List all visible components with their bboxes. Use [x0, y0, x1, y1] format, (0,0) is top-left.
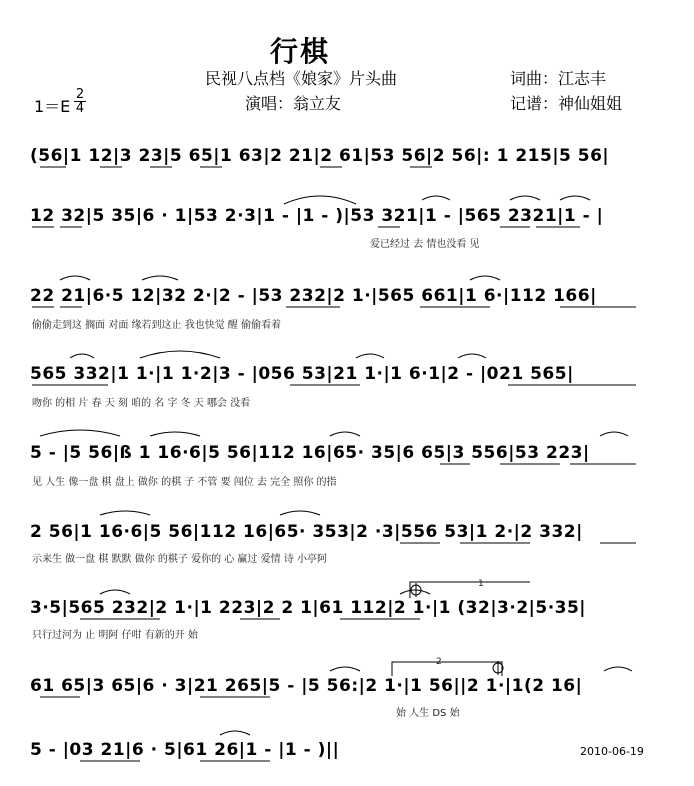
score-system-1: (56|1 12|3 23|5 65|1 63|2 21|2 61|53 56|2 56|: 1 215|5 56|: [30, 146, 610, 166]
slur-arcs: [40, 196, 632, 735]
score-system-4: 565 332|1 1·|1 1·2|3 - |056 53|21 1·|1 6·1|2 - |021 565|: [30, 364, 574, 384]
score-system-9: 5 - |03 21|6 · 5|61 26|1 - |1 - )||: [30, 740, 340, 760]
volta-second-label: 2: [436, 657, 442, 667]
lyrics-system-4: 吻你 的相 片 春 天 刻 咱的 名 字 冬 天 哪会 没看: [32, 398, 251, 409]
time-signature: [74, 88, 86, 115]
volta-brackets: [392, 582, 530, 676]
note-beams: [32, 167, 636, 761]
song-title: 行棋: [270, 35, 331, 68]
singer-credit: 演唱：翁立友: [245, 94, 342, 113]
score-system-6: 2 56|1 16·6|5 56|112 16|65· 353|2 ·3|556 53|1 2·|2 332|: [30, 522, 583, 542]
lyrics-system-8: 始 人生 DS 始: [396, 708, 460, 719]
score-system-7: 3·5|565 232|2 1·|1 223|2 2 1|61 112|2 1·|1 (32|3·2|5·35|: [30, 598, 587, 618]
time-signature-denominator: 4: [75, 101, 85, 116]
song-subtitle: 民视八点档《娘家》片头曲: [205, 69, 398, 88]
lyrics-system-3: 偷偷走到这 搁面 对面 缘若到这止 我也快觉 醒 偷偷看着: [32, 320, 282, 331]
lyrics-system-6: 示来生 做一盘 棋 默默 做你 的棋子 爱你的 心 赢过 爱情 诗 小亭阿: [32, 554, 327, 565]
score-system-5: 5 - |5 56|ß 1 16·6|5 56|112 16|65· 35|6 65|3 556|53 223|: [30, 443, 590, 463]
lyrics-system-5: 见 人生 像一盘 棋 盘上 做你 的棋 子 不管 要 闯位 去 完全 照你 的指: [32, 477, 337, 488]
volta-first-label: 1: [478, 579, 484, 589]
lyrics-system-2: 爱已经过 去 情也没看 见: [370, 239, 480, 250]
transcription-date: 2010-06-19: [580, 745, 644, 758]
lyrics-system-7: 只行过河为 止 明阿 仔咁 有新的开 始: [32, 630, 198, 641]
score-system-2: 12 32|5 35|6 · 1|53 2·3|1 - |1 - )|53 321|1 - |565 2321|1 - |: [30, 206, 604, 226]
time-signature-numerator: 2: [75, 87, 85, 102]
key-signature: 1＝E: [34, 97, 71, 116]
transcriber-credit: 记谱：神仙姐姐: [510, 94, 623, 113]
lyricist-credit: 词曲：江志丰: [510, 69, 607, 88]
score-system-8: 61 65|3 65|6 · 3|21 265|5 - |5 56:|2 1·|1 56||2 1·|1(2 16|: [30, 676, 583, 696]
score-system-3: 22 21|6·5 12|32 2·|2 - |53 232|2 1·|565 661|1 6·|112 166|: [30, 286, 597, 306]
